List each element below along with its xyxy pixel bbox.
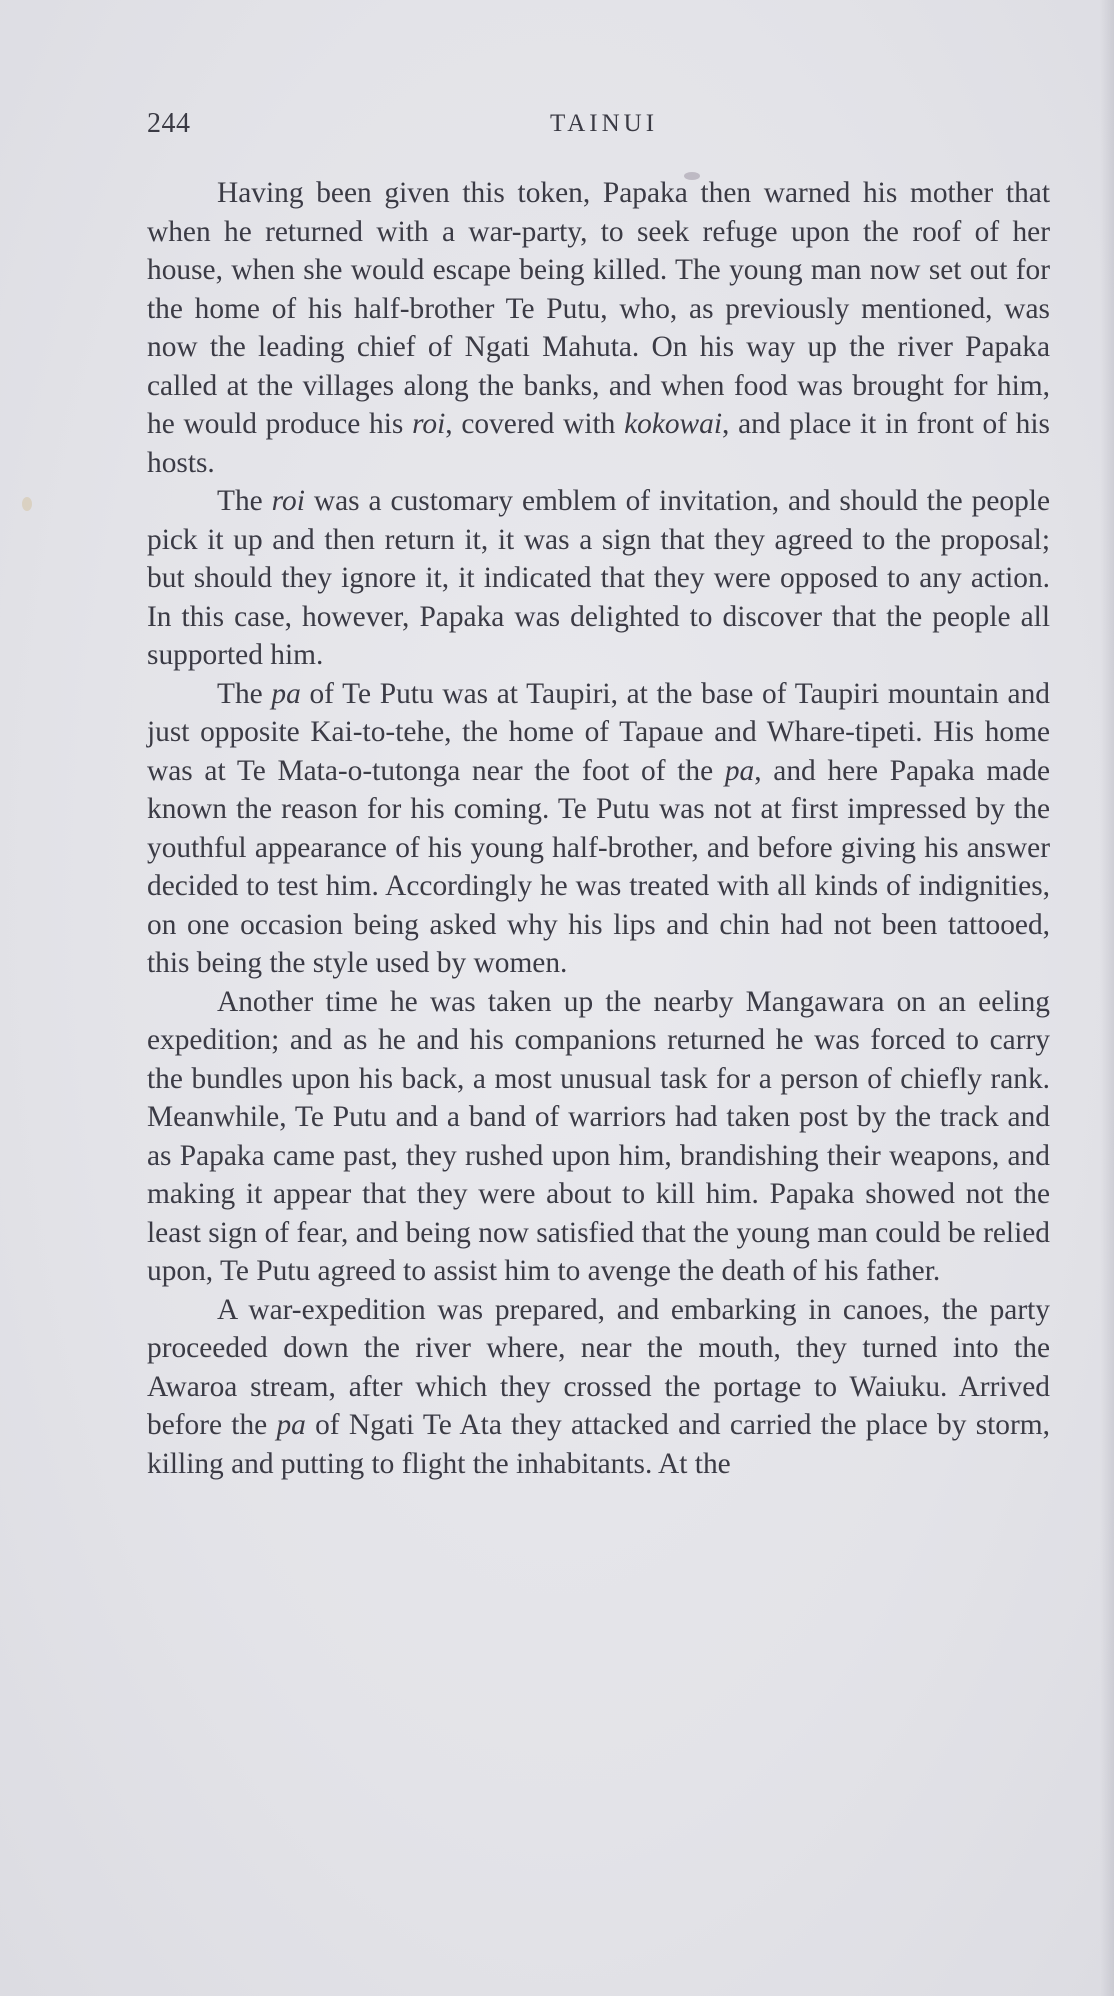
page-edge-shadow (1100, 0, 1114, 1996)
paragraph-2 (147, 482, 1050, 675)
paragraph-2-text: The roi was a customary emblem of invitation, and should the people pick it up and then return it, it was a sign that they agreed to the proposal; but should they ignore it, it indicated that they were opposed to any action. In this case, however, Papaka was delighted to discover that the people all supported him. (147, 485, 1050, 671)
paper-stain (22, 497, 32, 511)
paragraph-1-text: Having been given this token, Papaka then warned his mother that when he returned with a war-party, to seek refuge upon the roof of her house, when she would escape being killed. The young man now set out for the home of his half-brother Te Putu, who, as previously mentioned, was now the leading chief of Ngati Mahuta. On his way up the river Papaka called at the villages along the banks, and when food was brought for him, he would produce his roi, covered with kokowai, and place it in front of his hosts. (147, 177, 1050, 479)
paragraph-5-text: A war-expedition was prepared, and embarking in canoes, the party proceeded down the river where, near the mouth, they turned into the Awaroa stream, after which they crossed the portage to Waiuku. Arrived before the pa of Ngati Te Ata they attacked and carried the place by storm, killing and putting to flight the inhabitants. At the (147, 1293, 1050, 1480)
paragraph-4-text: Another time he was taken up the nearby Mangawara on an eeling expedition; and as he and his companions returned he was forced to carry the bundles upon his back, a most unusual task for a person of chiefly rank. Meanwhile, Te Putu and a band of warriors had taken post by the track and as Papaka came past, they rushed upon him, brandishing their weapons, and making it appear that they were about to kill him. Papaka showed not the least sign of fear, and being now satisfied that the young man could be relied upon, Te Putu agreed to assist him to avenge the death of his father. (147, 985, 1050, 1287)
ink-mark (684, 172, 700, 180)
paragraph-3-text: The pa of Te Putu was at Taupiri, at the base of Taupiri mountain and just opposite Kai-to-tehe, the home of Tapaue and Whare-tipeti. His home was at Te Mata-o-tutonga near the foot of the pa, and here Papaka made known the reason for his coming. Te Putu was not at first impressed by the youthful appearance of his young half-brother, and before giving his answer decided to test him. Accordingly he was treated with all kinds of indignities, on one occasion being asked why his lips and chin had not been tattooed, this being the style used by women. (147, 677, 1050, 979)
paragraph-3 (147, 675, 1050, 983)
running-head: TAINUI (549, 110, 659, 137)
paragraph-4 (147, 983, 1050, 1291)
page-header (147, 108, 1049, 148)
paragraph-1 (147, 174, 1050, 482)
paragraph-5 (147, 1291, 1050, 1484)
page-number: 244 (147, 108, 191, 139)
body-text (147, 174, 1050, 1483)
